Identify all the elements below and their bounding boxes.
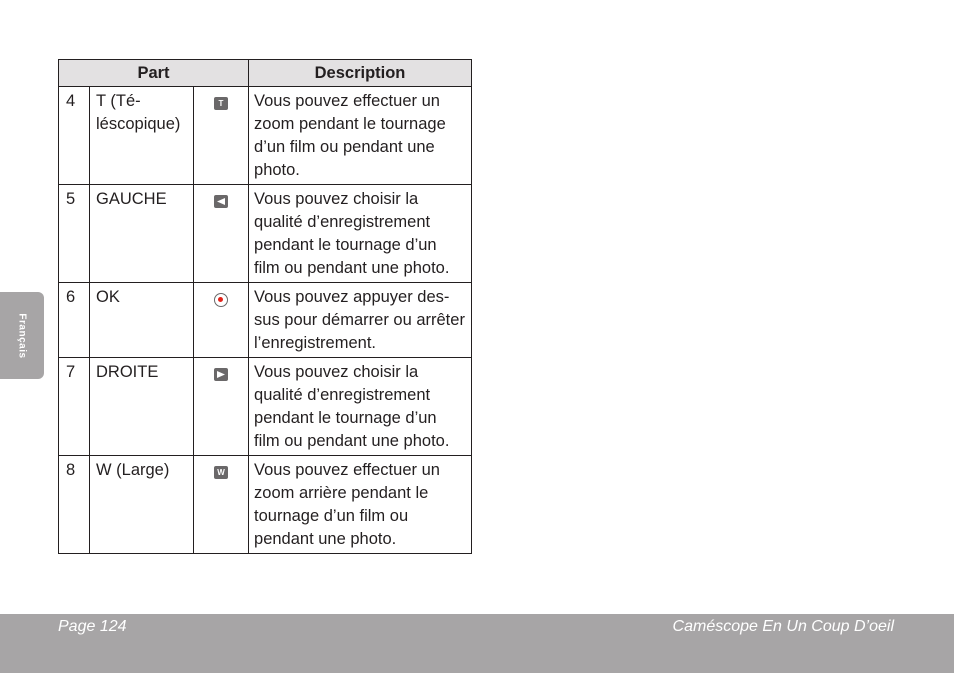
page-footer	[0, 614, 954, 673]
row-number: 8	[59, 456, 90, 554]
table-row	[59, 185, 472, 283]
table-header-row	[59, 60, 472, 87]
row-number: 6	[59, 283, 90, 358]
row-number: 4	[59, 87, 90, 185]
table-row	[59, 358, 472, 456]
row-number: 5	[59, 185, 90, 283]
row-icon-cell	[194, 283, 249, 358]
row-description: Vous pouvez effectuer un zoom pendant le tournage d’un film ou pendant une photo.	[249, 87, 472, 185]
table-row	[59, 283, 472, 358]
row-part-name: DROITE	[90, 358, 194, 456]
row-description: Vous pouvez choisir la qualité d’enregistrement pendant le tournage d’un film ou pendant une photo.	[249, 185, 472, 283]
record-icon	[214, 293, 228, 307]
row-part-name: W (Large)	[90, 456, 194, 554]
row-part-name: T (Té-léscopique)	[90, 87, 194, 185]
section-title: Caméscope En Un Coup D’oeil	[672, 618, 894, 635]
header-part: Part	[59, 60, 249, 87]
language-tab-label: Français	[16, 312, 28, 359]
row-number: 7	[59, 358, 90, 456]
wide-button-icon: W	[214, 466, 228, 479]
row-part-name: OK	[90, 283, 194, 358]
right-arrow-icon	[214, 368, 228, 381]
row-description: Vous pouvez choisir la qualité d’enregistrement pendant le tournage d’un film ou pendant une photo.	[249, 358, 472, 456]
language-tab	[0, 292, 44, 379]
row-description: Vous pouvez appuyer des-sus pour démarrer ou arrêter l’enregistrement.	[249, 283, 472, 358]
row-icon-cell	[194, 185, 249, 283]
left-arrow-icon	[214, 195, 228, 208]
table-row	[59, 87, 472, 185]
row-icon-cell	[194, 87, 249, 185]
row-icon-cell	[194, 358, 249, 456]
page-number: Page 124	[58, 618, 127, 635]
parts-table	[58, 59, 472, 554]
table-row	[59, 456, 472, 554]
row-description: Vous pouvez effectuer un zoom arrière pendant le tournage d’un film ou pendant une photo.	[249, 456, 472, 554]
tele-button-icon: T	[214, 97, 228, 110]
row-part-name: GAUCHE	[90, 185, 194, 283]
header-description: Description	[249, 60, 472, 87]
row-icon-cell	[194, 456, 249, 554]
